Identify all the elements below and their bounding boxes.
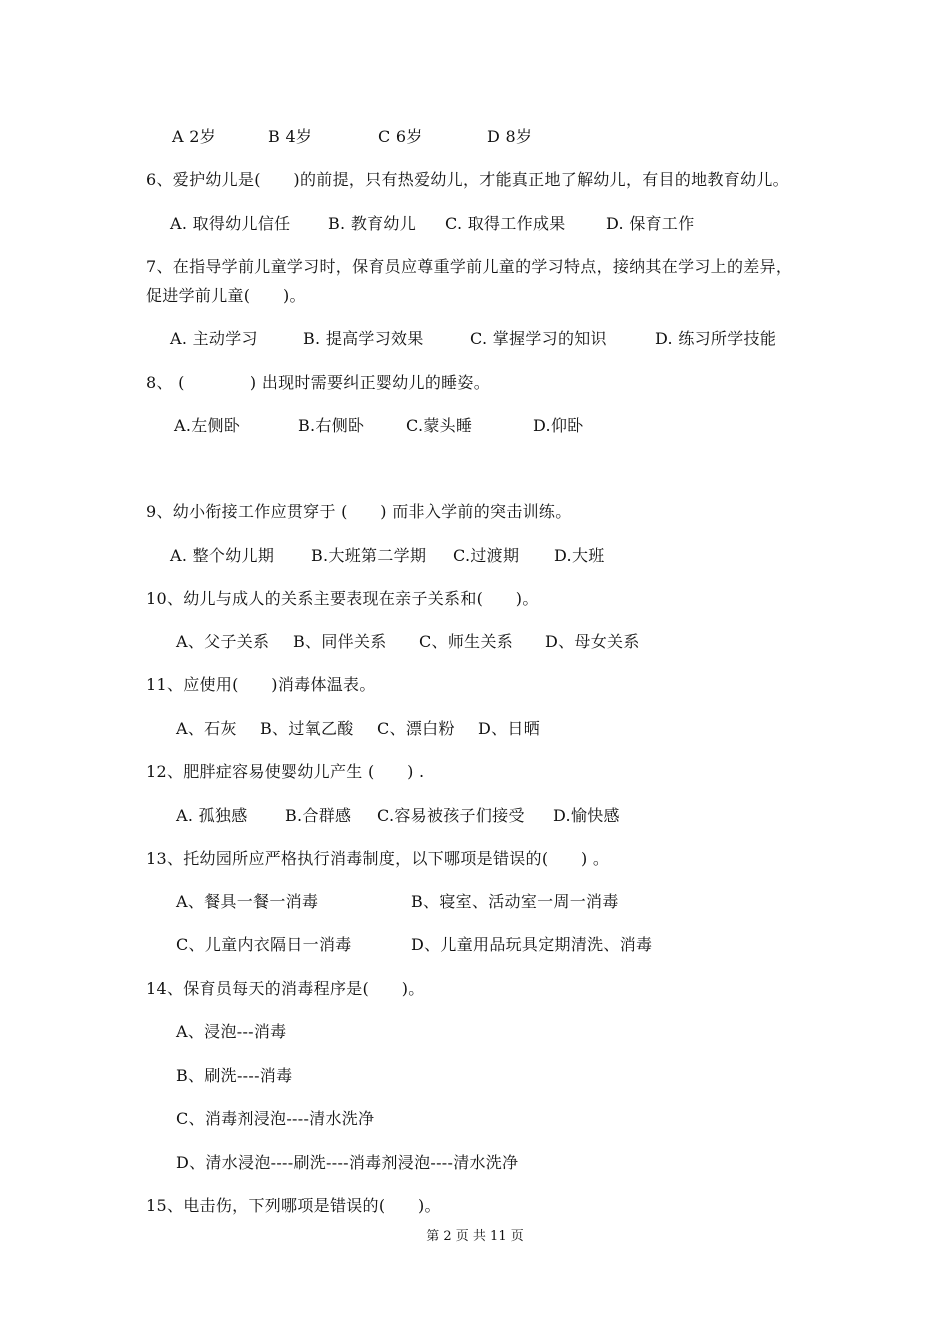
q8-option-c: C.蒙头睡 (406, 416, 473, 435)
q12-option-b: B.合群感 (285, 806, 352, 825)
q9-option-b: B.大班第二学期 (311, 546, 427, 565)
q12-stem: 12、肥胖症容易使婴幼儿产生 ( ) . (146, 762, 425, 781)
q8-option-a: A.左侧卧 (174, 416, 241, 435)
q10-option-b: B、同伴关系 (293, 632, 387, 651)
q7-option-c: C. 掌握学习的知识 (470, 329, 607, 348)
q10-option-a: A、父子关系 (176, 632, 270, 651)
q6-option-b: B. 教育幼儿 (328, 214, 417, 233)
q8-option-b: B.右侧卧 (298, 416, 365, 435)
q7-stem-line1: 7、在指导学前儿童学习时，保育员应尊重学前儿童的学习特点，接纳其在学习上的差异， (146, 257, 793, 276)
q7-option-b: B. 提高学习效果 (303, 329, 424, 348)
q14-option-d: D、清水浸泡----刷洗----消毒剂浸泡----清水洗净 (176, 1153, 519, 1172)
q11-option-b: B、过氧乙酸 (260, 719, 354, 738)
q7-option-a: A. 主动学习 (170, 329, 258, 348)
q10-option-c: C、师生关系 (419, 632, 514, 651)
q13-option-a: A、餐具一餐一消毒 (176, 892, 319, 911)
q14-option-b: B、刷洗----消毒 (176, 1066, 293, 1085)
q5-option-b: B 4岁 (268, 127, 313, 146)
q9-option-d: D.大班 (554, 546, 605, 565)
q9-option-c: C.过渡期 (453, 546, 520, 565)
q14-option-a: A、浸泡---消毒 (176, 1022, 287, 1041)
q13-stem: 13、托幼园所应严格执行消毒制度，以下哪项是错误的( ) 。 (146, 849, 610, 868)
page-number-footer: 第 2 页 共 11 页 (426, 1229, 524, 1244)
q7-option-d: D. 练习所学技能 (655, 329, 777, 348)
q10-stem: 10、幼儿与成人的关系主要表现在亲子关系和( )。 (146, 589, 539, 608)
q11-option-d: D、日晒 (478, 719, 541, 738)
q9-stem: 9、幼小衔接工作应贯穿于 ( ) 而非入学前的突击训练。 (146, 502, 572, 521)
q12-option-a: A. 孤独感 (176, 806, 248, 825)
q5-option-d: D 8岁 (487, 127, 533, 146)
q6-option-c: C. 取得工作成果 (445, 214, 566, 233)
q13-option-b: B、寝室、活动室一周一消毒 (411, 892, 619, 911)
q10-option-d: D、母女关系 (545, 632, 640, 651)
q11-stem: 11、应使用( )消毒体温表。 (146, 675, 376, 694)
q15-stem: 15、电击伤，下列哪项是错误的( )。 (146, 1196, 441, 1215)
q11-option-a: A、石灰 (176, 719, 237, 738)
q6-stem: 6、爱护幼儿是( )的前提，只有热爱幼儿，才能真正地了解幼儿，有目的地教育幼儿。 (146, 170, 789, 189)
q6-option-d: D. 保育工作 (606, 214, 695, 233)
q8-option-d: D.仰卧 (533, 416, 584, 435)
q14-stem: 14、保育员每天的消毒程序是( )。 (146, 979, 425, 998)
q13-option-c: C、儿童内衣隔日一消毒 (176, 935, 352, 954)
q12-option-d: D.愉快感 (553, 806, 620, 825)
q12-option-c: C.容易被孩子们接受 (377, 806, 525, 825)
q5-option-c: C 6岁 (378, 127, 423, 146)
q9-option-a: A. 整个幼儿期 (170, 546, 275, 565)
q14-option-c: C、消毒剂浸泡----清水洗净 (176, 1109, 375, 1128)
q13-option-d: D、儿童用品玩具定期清洗、消毒 (411, 935, 653, 954)
q5-option-a: A 2岁 (172, 127, 217, 146)
q8-stem: 8、 ( ) 出现时需要纠正婴幼儿的睡姿。 (146, 373, 491, 392)
q6-option-a: A. 取得幼儿信任 (170, 214, 291, 233)
q11-option-c: C、漂白粉 (377, 719, 455, 738)
q7-stem-line2: 促进学前儿童( )。 (146, 286, 306, 305)
